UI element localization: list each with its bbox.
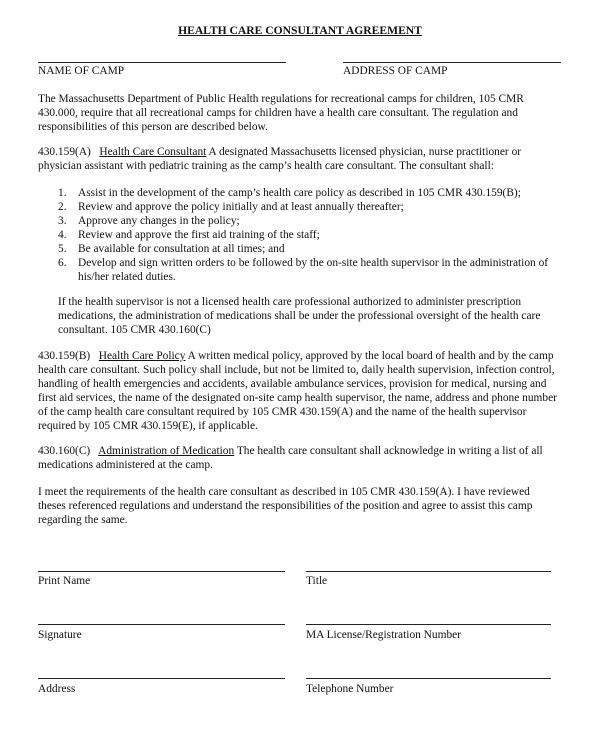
section-health-care-consultant <box>38 145 558 173</box>
list-item: 2. Review and approve the policy initially and at least annually thereafter; <box>58 201 404 213</box>
title-label: Title <box>306 575 328 587</box>
document-title: HEALTH CARE CONSULTANT AGREEMENT <box>178 24 422 37</box>
consultant-duties-list <box>38 186 558 284</box>
consultant-statement: I meet the requirements of the health care consultant as described in 105 CMR 430.159(A). I have reviewed theses referenced regulations and understand the responsibilities of the position and agree to assist this camp regarding the same. <box>38 486 533 526</box>
section-heading: Health Care Consultant <box>99 146 207 158</box>
section-text: The health care consultant shall acknowledge in writing a list of all medications administered at the camp. <box>38 445 543 471</box>
section-text: A designated Massachusetts licensed physician, nurse practitioner or physician assistant with pediatric training as the camp’s health care consultant. The consultant shall: <box>38 146 522 172</box>
section-health-care-policy <box>38 349 558 433</box>
section-text: A written medical policy, approved by the local board of health and by the camp health care consultant. Such policy shall include, but not be limited to, daily health supervision, infection control, handling of health emergencies and accidents, available ambulance services, provision for medical, nursing and first aid services, the name of the designated on-site camp health supervisor, the name, address and phone number of the camp health care consultant required by 105 CMR 430.159(A) and the name of the health supervisor required by 105 CMR 430.159(E), if applicable. <box>38 350 557 432</box>
list-item: 1. Assist in the development of the camp’s health care policy as described in 105 CMR 430.159(B); <box>58 187 521 199</box>
license-line[interactable] <box>306 624 551 625</box>
license-label: MA License/Registration Number <box>306 629 462 641</box>
camp-name-label: NAME OF CAMP <box>38 65 125 77</box>
intro-paragraph: The Massachusetts Department of Public Health regulations for recreational camps for children, 105 CMR 430.000, require that all recreational camps for children have a health care consultant. The regulation and responsibilities of this person are described below. <box>38 93 524 133</box>
list-item: 4. Review and approve the first aid training of the staff; <box>58 229 320 241</box>
address-label: Address <box>38 683 76 695</box>
camp-name-line[interactable] <box>38 62 286 63</box>
signature-label: Signature <box>38 629 82 641</box>
list-item: 5. Be available for consultation at all times; and <box>58 243 285 255</box>
camp-address-label: ADDRESS OF CAMP <box>343 65 448 77</box>
section-code: 430.159(A) <box>38 146 91 158</box>
section-heading: Administration of Medication <box>98 445 235 457</box>
list-item: 3. Approve any changes in the policy; <box>58 215 240 227</box>
section-code: 430.160(C) <box>38 445 91 457</box>
camp-address-line[interactable] <box>343 62 561 63</box>
address-line[interactable] <box>38 678 285 679</box>
section-heading: Health Care Policy <box>98 350 186 362</box>
title-line[interactable] <box>306 571 551 572</box>
print-name-line[interactable] <box>38 571 285 572</box>
section-code: 430.159(B) <box>38 350 91 362</box>
telephone-label: Telephone Number <box>306 683 394 695</box>
supervisor-note: If the health supervisor is not a licensed health care professional authorized to administer prescription medications, the administration of medications shall be under the professional oversight of the health care consultant. 105 CMR 430.160(C) <box>58 296 541 336</box>
section-administration-of-medication <box>38 444 558 472</box>
telephone-line[interactable] <box>306 678 551 679</box>
signature-line[interactable] <box>38 624 285 625</box>
print-name-label: Print Name <box>38 575 91 587</box>
list-item: 6. Develop and sign written orders to be followed by the on-site health supervisor in the administration of his/her related duties. <box>58 257 549 283</box>
